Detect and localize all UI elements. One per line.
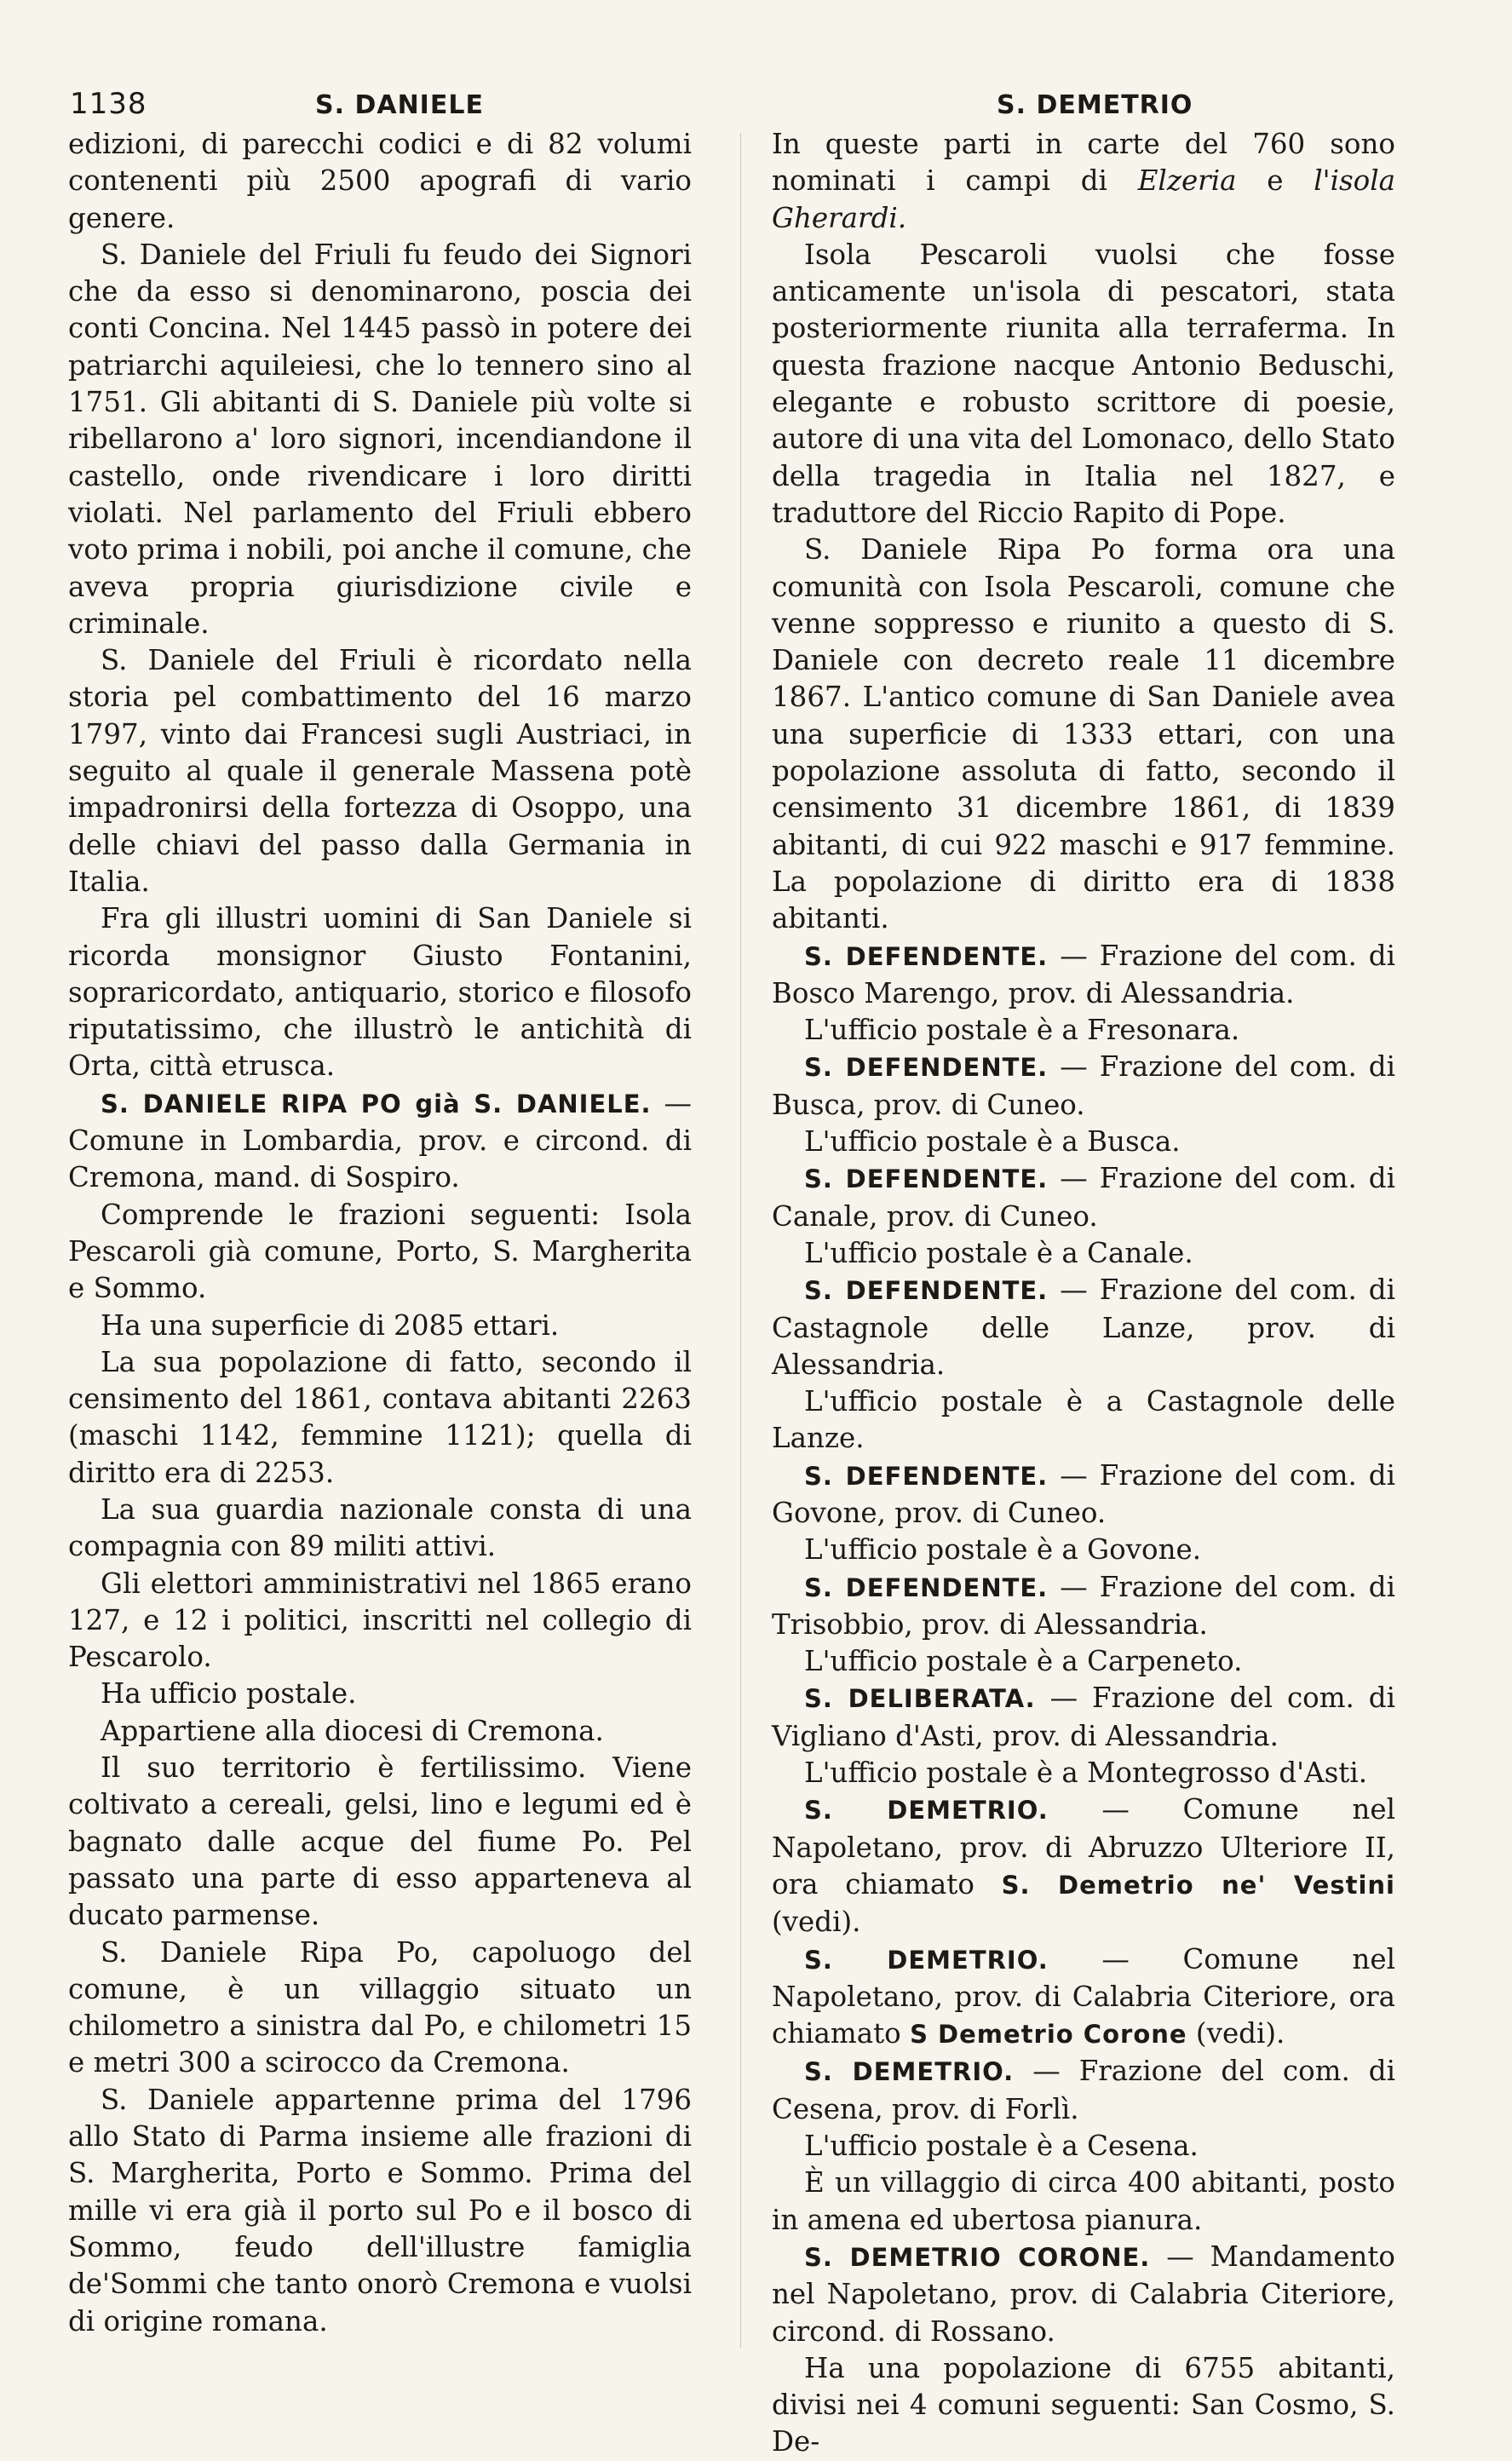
- page-number: 1138: [70, 87, 147, 121]
- postal-note: L'ufficio postale è a Carpeneto.: [804, 1645, 1243, 1678]
- paragraph: Gli elettori amministrativi nel 1865 erano 127, e 12 i politici, inscritti nel collegio di Pescarolo.: [68, 1567, 692, 1674]
- paragraph: Isola Pescaroli vuolsi che fosse anticamente un'isola di pescatori, stata posteriormente riunita alla terraferma. In questa frazione nacque Antonio Beduschi, elegante e robusto scrittore di poesie, autore di una vita del Lomonaco, dello Stato della tragedia in Italia nel 1827, e traduttore del Riccio Rapito di Pope.: [772, 238, 1395, 529]
- postal-note: L'ufficio postale è a Castagnole delle Lanze.: [772, 1385, 1395, 1455]
- entry-s-daniele-ripa-po: [68, 1085, 692, 1197]
- italic-place-name: Elzeria: [1137, 164, 1237, 198]
- column-divider: [740, 133, 741, 2348]
- paragraph: [772, 126, 1395, 237]
- entry-text: — Frazione del com. di Bosco Marengo, prov. di Alessandria.: [772, 939, 1395, 1009]
- paragraph: Ha una superficie di 2085 ettari.: [101, 1308, 560, 1342]
- entry-s-demetrio: [772, 1941, 1395, 2054]
- entry-text: — Frazione del com. di Castagnole delle Lanze, prov. di Alessandria.: [772, 1274, 1395, 1381]
- entry-text: — Comune in Lombardia, prov. e circond. di Cremona, mand. di Sospiro.: [68, 1086, 692, 1194]
- entry-text: (vedi).: [1195, 2017, 1285, 2050]
- paragraph: Ha una popolazione di 6755 abitanti, divisi nei 4 comuni seguenti: San Cosmo, S. De-: [772, 2351, 1395, 2458]
- entry-heading: S. DEFENDENTE.: [804, 1164, 1049, 1194]
- entry-s-demetrio: [772, 2053, 1395, 2128]
- paragraph: Ha ufficio postale.: [101, 1677, 357, 1711]
- entry-text: — Frazione del com. di Vigliano d'Asti, prov. di Alessandria.: [772, 1682, 1395, 1752]
- entry-heading: S. DEFENDENTE.: [804, 1276, 1049, 1306]
- paragraph: La sua popolazione di fatto, secondo il censimento del 1861, contava abitanti 2263 (maschi 1142, femmine 1121); quella di diritto era di 2253.: [68, 1345, 692, 1489]
- paragraph: S. Daniele del Friuli è ricordato nella storia pel combattimento del 16 marzo 1797, vinto dai Francesi sugli Austriaci, in seguito al quale il generale Massena potè impadronirsi della fortezza di Osoppo, una delle chiavi del passo dalla Germania in Italia.: [68, 644, 692, 898]
- page: [68, 82, 1440, 2458]
- entry-heading: S. DEFENDENTE.: [804, 941, 1049, 971]
- entry-heading: S. DANIELE RIPA PO già S. DANIELE.: [101, 1089, 652, 1118]
- paragraph: È un villaggio di circa 400 abitanti, posto in amena ed ubertosa pianura.: [772, 2166, 1395, 2236]
- entry-s-defendente: [772, 1272, 1395, 1383]
- right-column: [772, 126, 1395, 2461]
- entry-s-demetrio: [772, 1791, 1395, 1941]
- entry-text: — Mandamento nel Napoletano, prov. di Calabria Citeriore, circond. di Rossano.: [772, 2240, 1395, 2348]
- entry-text: — Frazione del com. di Canale, prov. di Cuneo.: [772, 1162, 1395, 1233]
- paragraph: Fra gli illustri uomini di San Daniele si ricorda monsignor Giusto Fontanini, sopraricordato, antiquario, storico e filosofo riputatissimo, che illustrò le antichità di Orta, città etrusca.: [68, 902, 692, 1083]
- entry-text: — Comune nel Napoletano, prov. di Abruzzo Ulteriore II, ora chiamato: [772, 1793, 1395, 1900]
- entry-text: — Frazione del com. di Trisobbio, prov. di Alessandria.: [772, 1570, 1395, 1641]
- entry-s-defendente: [772, 1458, 1395, 1532]
- paragraph: S. Daniele Ripa Po forma ora una comunità con Isola Pescaroli, comune che venne soppresso e riunito a questo di S. Daniele con decreto reale 11 dicembre 1867. L'antico comune di San Daniele avea una superficie di 1333 ettari, con una popolazione assoluta di fatto, secondo il censimento 31 dicembre 1861, di 1839 abitanti, di cui 922 maschi e 917 femmine. La popolazione di diritto era di 1838 abitanti.: [772, 533, 1395, 935]
- text-run: In queste parti in carte del 760 sono nominati i campi di: [772, 128, 1395, 198]
- cross-reference: S Demetrio Corone: [910, 2020, 1187, 2050]
- entry-text: (vedi).: [772, 1906, 861, 1939]
- entry-heading: S. DEMETRIO CORONE.: [804, 2242, 1151, 2272]
- entry-text: — Frazione del com. di Cesena, prov. di Forlì.: [772, 2055, 1395, 2125]
- paragraph: Il suo territorio è fertilissimo. Viene coltivato a cereali, gelsi, lino e legumi ed è bagnato dalle acque del fiume Po. Pel passato una parte di esso apparteneva al ducato parmense.: [68, 1751, 692, 1932]
- entry-heading: S. DEFENDENTE.: [804, 1053, 1049, 1083]
- paragraph: S. Daniele del Friuli fu feudo dei Signori che da esso si denominarono, poscia dei conti Concina. Nel 1445 passò in potere dei patriarchi aquileiesi, che lo tennero sino al 1751. Gli abitanti di S. Daniele più volte si ribellarono a' loro signori, incendiandone il castello, onde rivendicare i loro diritti violati. Nel parlamento del Friuli ebbero voto prima i nobili, poi anche il comune, che aveva propria giurisdizione civile e criminale.: [68, 238, 692, 640]
- italic-place-name: l'isola Gherardi.: [772, 164, 1395, 234]
- entry-s-deliberata: [772, 1680, 1395, 1755]
- entry-text: — Frazione del com. di Busca, prov. di Cuneo.: [772, 1050, 1395, 1121]
- paragraph: S. Daniele appartenne prima del 1796 allo Stato di Parma insieme alle frazioni di S. Margherita, Porto e Sommo. Prima del mille vi era già il porto sul Po e il bosco di Sommo, feudo dell'illustre famiglia de'Sommi che tanto onorò Cremona e vuolsi di origine romana.: [68, 2083, 692, 2337]
- left-column: [68, 126, 692, 2340]
- entry-s-defendente: [772, 938, 1395, 1013]
- paragraph: edizioni, di parecchi codici e di 82 volumi contenenti più 2500 apografi di vario genere.: [68, 128, 692, 234]
- entry-heading: S. DEMETRIO.: [804, 2057, 1015, 2087]
- entry-heading: S. DEFENDENTE.: [804, 1461, 1049, 1491]
- entry-s-defendente: [772, 1049, 1395, 1124]
- right-running-head: S. DEMETRIO: [997, 90, 1193, 120]
- entry-s-defendente: [772, 1569, 1395, 1644]
- postal-note: L'ufficio postale è a Montegrosso d'Asti.: [804, 1757, 1368, 1790]
- postal-note: L'ufficio postale è a Cesena.: [804, 2130, 1199, 2163]
- page-header: [68, 82, 1440, 124]
- text-run: e: [1236, 164, 1314, 198]
- left-running-head: S. DANIELE: [315, 90, 484, 120]
- entry-s-demetrio-corone: [772, 2239, 1395, 2350]
- entry-s-defendente: [772, 1160, 1395, 1235]
- entry-heading: S. DEMETRIO.: [804, 1796, 1049, 1826]
- entry-text: — Comune nel Napoletano, prov. di Calabria Citeriore, ora chiamato: [772, 1942, 1395, 2050]
- cross-reference: S. Demetrio ne' Vestini: [1001, 1870, 1395, 1900]
- paragraph: S. Daniele Ripa Po, capoluogo del comune, è un villaggio situato un chilometro a sinistra dal Po, e chilometri 15 e metri 300 a scirocco da Cremona.: [68, 1935, 692, 2079]
- entry-heading: S. DELIBERATA.: [804, 1684, 1036, 1714]
- paragraph: Comprende le frazioni seguenti: Isola Pescaroli già comune, Porto, S. Margherita e Sommo.: [68, 1198, 692, 1305]
- entry-heading: S. DEMETRIO.: [804, 1945, 1049, 1975]
- paragraph: Appartiene alla diocesi di Cremona.: [101, 1714, 604, 1747]
- entry-heading: S. DEFENDENTE.: [804, 1573, 1049, 1602]
- postal-note: L'ufficio postale è a Fresonara.: [804, 1014, 1240, 1047]
- entry-text: — Frazione del com. di Govone, prov. di Cuneo.: [772, 1458, 1395, 1529]
- postal-note: L'ufficio postale è a Govone.: [804, 1533, 1202, 1567]
- postal-note: L'ufficio postale è a Busca.: [804, 1125, 1181, 1159]
- postal-note: L'ufficio postale è a Canale.: [804, 1236, 1193, 1269]
- paragraph: La sua guardia nazionale consta di una compagnia con 89 militi attivi.: [68, 1492, 692, 1563]
